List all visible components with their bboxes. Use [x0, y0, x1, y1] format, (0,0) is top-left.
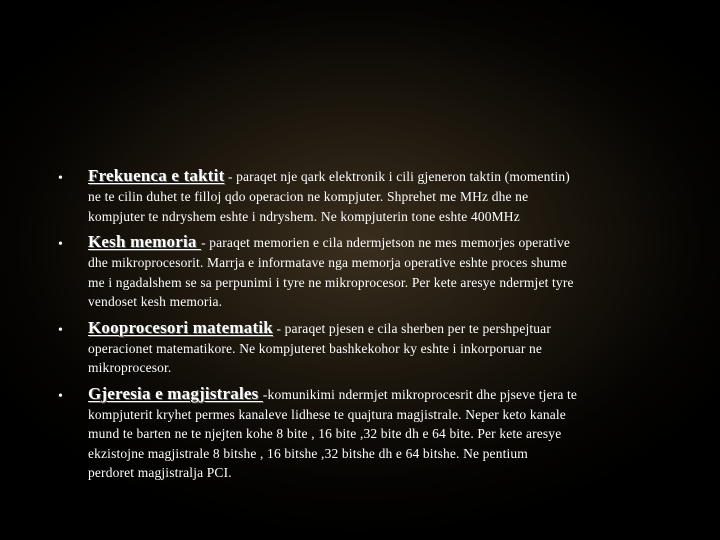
bullet-continuation: [88, 405, 658, 483]
bullet-line: dhe mikroprocesorit. Marrja e informatave nga memorja operative eshte proces shume: [88, 255, 567, 270]
bullet-first-line: [88, 384, 658, 405]
bullet-line: mikroprocesor.: [88, 360, 172, 375]
bullet-line: ekzistojne magjistrale 8 bitshe , 16 bitshe ,32 bitshe dh e 64 bitshe. Ne pentium: [88, 445, 528, 461]
bullet-item-gjeresia: [58, 384, 658, 483]
bullet-line: kompjuter te ndryshem eshte i ndryshem. Ne kompjuterin tone eshte 400MHz: [88, 208, 520, 224]
bullet-line: operacionet matematikore. Ne kompjuteret bashkekohor ky eshte i inkorporuar ne: [88, 340, 543, 356]
bullet-line: ne te cilin duhet te filloj qdo operacion ne kompjuter. Shprehet me MHz dhe ne: [88, 189, 529, 204]
bullet-marker: •: [58, 237, 63, 252]
bullet-desc: - paraqet nje qark elektronik i cili gjeneron taktin (momentin): [224, 169, 570, 184]
bullet-marker: •: [58, 171, 63, 186]
bullet-first-line: [88, 166, 658, 187]
bullet-line: vendoset kesh memoria.: [88, 294, 223, 309]
bullet-marker: •: [58, 322, 63, 338]
bullet-desc: - paraqet memorien e cila ndermjetson ne mes memorjes operative: [201, 235, 571, 250]
bullet-first-line: [88, 232, 658, 253]
bullet-first-line: [88, 318, 658, 339]
bullet-marker: •: [58, 388, 63, 404]
bullet-desc: - paraqet pjesen e cila sherben per te pershpejtuar: [272, 320, 551, 336]
bullet-term: Gjeresia e magjistrales: [88, 383, 263, 403]
bullet-term: Kooprocesori matematik: [88, 317, 273, 337]
bullet-term: Kesh memoria: [88, 232, 202, 251]
bullet-item-kesh-memoria: [58, 232, 658, 312]
bullet-line: kompjuterit kryhet permes kanaleve lidhese te quajtura magjistrale. Neper keto kanale: [88, 406, 566, 422]
bullet-item-frekuenca: [58, 166, 658, 226]
bullet-continuation: [88, 253, 658, 312]
bullet-line: me i ngadalshem se sa perpunimi i tyre ne mikroprocesor. Per kete aresye ndermjet tyre: [88, 274, 574, 290]
bullet-continuation: [88, 339, 658, 378]
bullet-list: [58, 166, 658, 489]
bullet-line: perdoret magjistralja PCI.: [88, 465, 232, 480]
bullet-term: Frekuenca e taktit: [88, 166, 225, 185]
bullet-continuation: [88, 187, 658, 226]
bullet-line: mund te barten ne te njejten kohe 8 bite , 16 bite ,32 bite dh e 64 bite. Per kete aresye: [88, 426, 562, 441]
bullet-desc: -komunikimi ndermjet mikroprocesrit dhe pjseve tjera te: [262, 386, 578, 402]
bullet-item-kooprocesori: [58, 318, 658, 378]
